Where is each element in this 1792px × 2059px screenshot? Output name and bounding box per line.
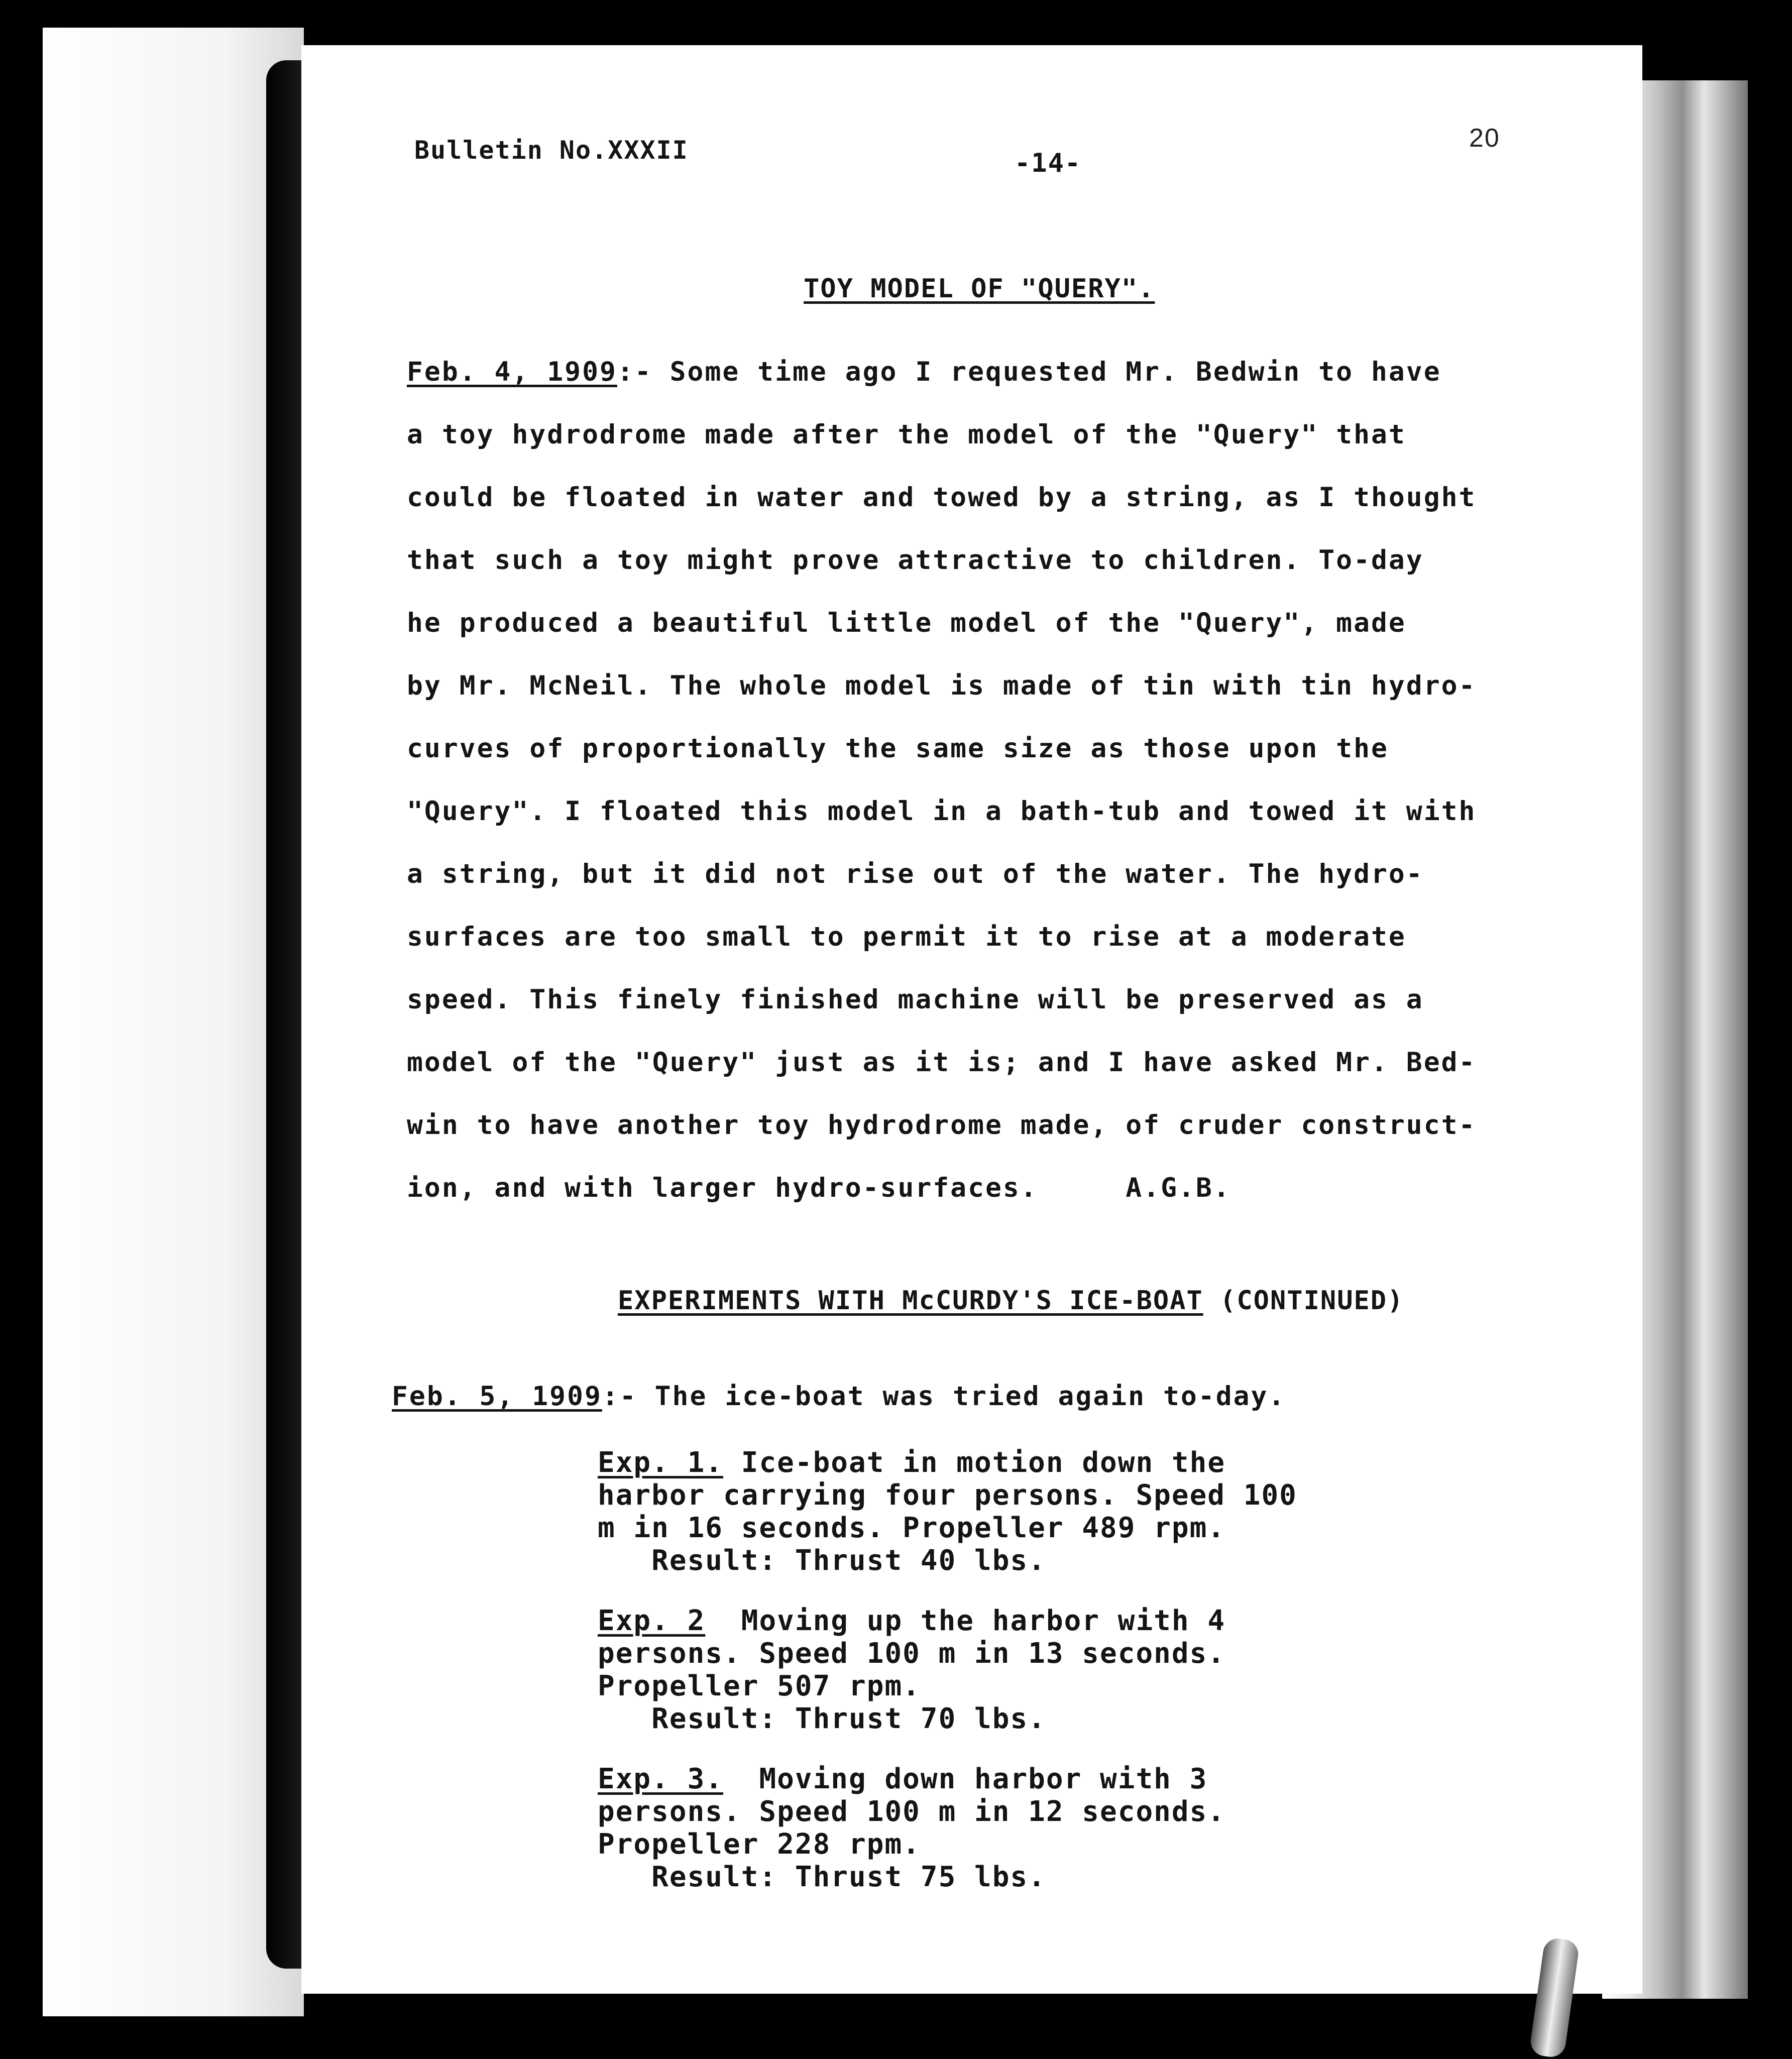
section-title-main: EXPERIMENTS WITH McCURDY'S ICE-BOAT bbox=[618, 1286, 1203, 1316]
ice-boat-intro bbox=[392, 1381, 1286, 1412]
page-number: 20 bbox=[1469, 124, 1500, 153]
line-text: :- Some time ago I requested Mr. Bedwin to have bbox=[617, 357, 1441, 387]
experiment-text: Moving up the harbor with 4 bbox=[705, 1605, 1226, 1637]
page-marker: -14- bbox=[1015, 148, 1082, 178]
intro-text: :- The ice-boat was tried again to-day. bbox=[602, 1381, 1286, 1412]
experiment-line: m in 16 seconds. Propeller 489 rpm. bbox=[598, 1512, 1226, 1544]
section-title-suffix: (CONTINUED) bbox=[1203, 1286, 1404, 1316]
experiment-line bbox=[598, 1763, 1207, 1795]
experiment-label: Exp. 3. bbox=[598, 1763, 724, 1795]
section-title-toy-model: TOY MODEL OF "QUERY". bbox=[804, 274, 1155, 304]
body-line: curves of proportionally the same size as those upon the bbox=[407, 733, 1389, 764]
body-line bbox=[407, 357, 1441, 387]
body-line: could be floated in water and towed by a string, as I thought bbox=[407, 482, 1477, 513]
body-line: "Query". I floated this model in a bath-tub and towed it with bbox=[407, 796, 1477, 827]
bulletin-header: Bulletin No.XXXII bbox=[414, 136, 689, 165]
experiment-line: persons. Speed 100 m in 12 seconds. bbox=[598, 1795, 1226, 1828]
experiment-line bbox=[598, 1605, 1225, 1637]
body-line: a string, but it did not rise out of the water. The hydro- bbox=[407, 859, 1424, 889]
body-line: speed. This finely finished machine will be preserved as a bbox=[407, 984, 1424, 1015]
document-page bbox=[301, 45, 1642, 1994]
experiment-line: harbor carrying four persons. Speed 100 bbox=[598, 1479, 1297, 1512]
body-line: by Mr. McNeil. The whole model is made of tin with tin hydro- bbox=[407, 670, 1477, 701]
experiment-line bbox=[598, 1446, 1225, 1479]
experiment-line: Result: Thrust 70 lbs. bbox=[598, 1702, 1046, 1735]
body-line: ion, and with larger hydro-surfaces. A.G.B. bbox=[407, 1173, 1231, 1203]
body-line: surfaces are too small to permit it to rise at a moderate bbox=[407, 922, 1406, 952]
experiment-label: Exp. 2 bbox=[598, 1605, 706, 1637]
experiment-line: Propeller 228 rpm. bbox=[598, 1828, 921, 1861]
body-line: that such a toy might prove attractive to children. To-day bbox=[407, 545, 1424, 576]
experiment-line: persons. Speed 100 m in 13 seconds. bbox=[598, 1637, 1226, 1670]
experiment-text: Ice-boat in motion down the bbox=[723, 1446, 1226, 1479]
body-line: he produced a beautiful little model of the "Query", made bbox=[407, 608, 1406, 638]
experiment-line: Result: Thrust 40 lbs. bbox=[598, 1544, 1046, 1577]
body-line: model of the "Query" just as it is; and I have asked Mr. Bed- bbox=[407, 1047, 1477, 1078]
experiment-line: Result: Thrust 75 lbs. bbox=[598, 1861, 1046, 1893]
experiment-line: Propeller 507 rpm. bbox=[598, 1670, 921, 1702]
entry-date: Feb. 4, 1909 bbox=[407, 357, 617, 387]
experiment-label: Exp. 1. bbox=[598, 1446, 724, 1479]
body-line: a toy hydrodrome made after the model of the "Query" that bbox=[407, 419, 1406, 450]
body-line: win to have another toy hydrodrome made, of cruder construct- bbox=[407, 1110, 1477, 1140]
entry-date: Feb. 5, 1909 bbox=[392, 1381, 602, 1412]
left-page-edge bbox=[43, 28, 304, 2016]
section-title-ice-boat bbox=[618, 1286, 1404, 1316]
experiment-text: Moving down harbor with 3 bbox=[723, 1763, 1208, 1795]
